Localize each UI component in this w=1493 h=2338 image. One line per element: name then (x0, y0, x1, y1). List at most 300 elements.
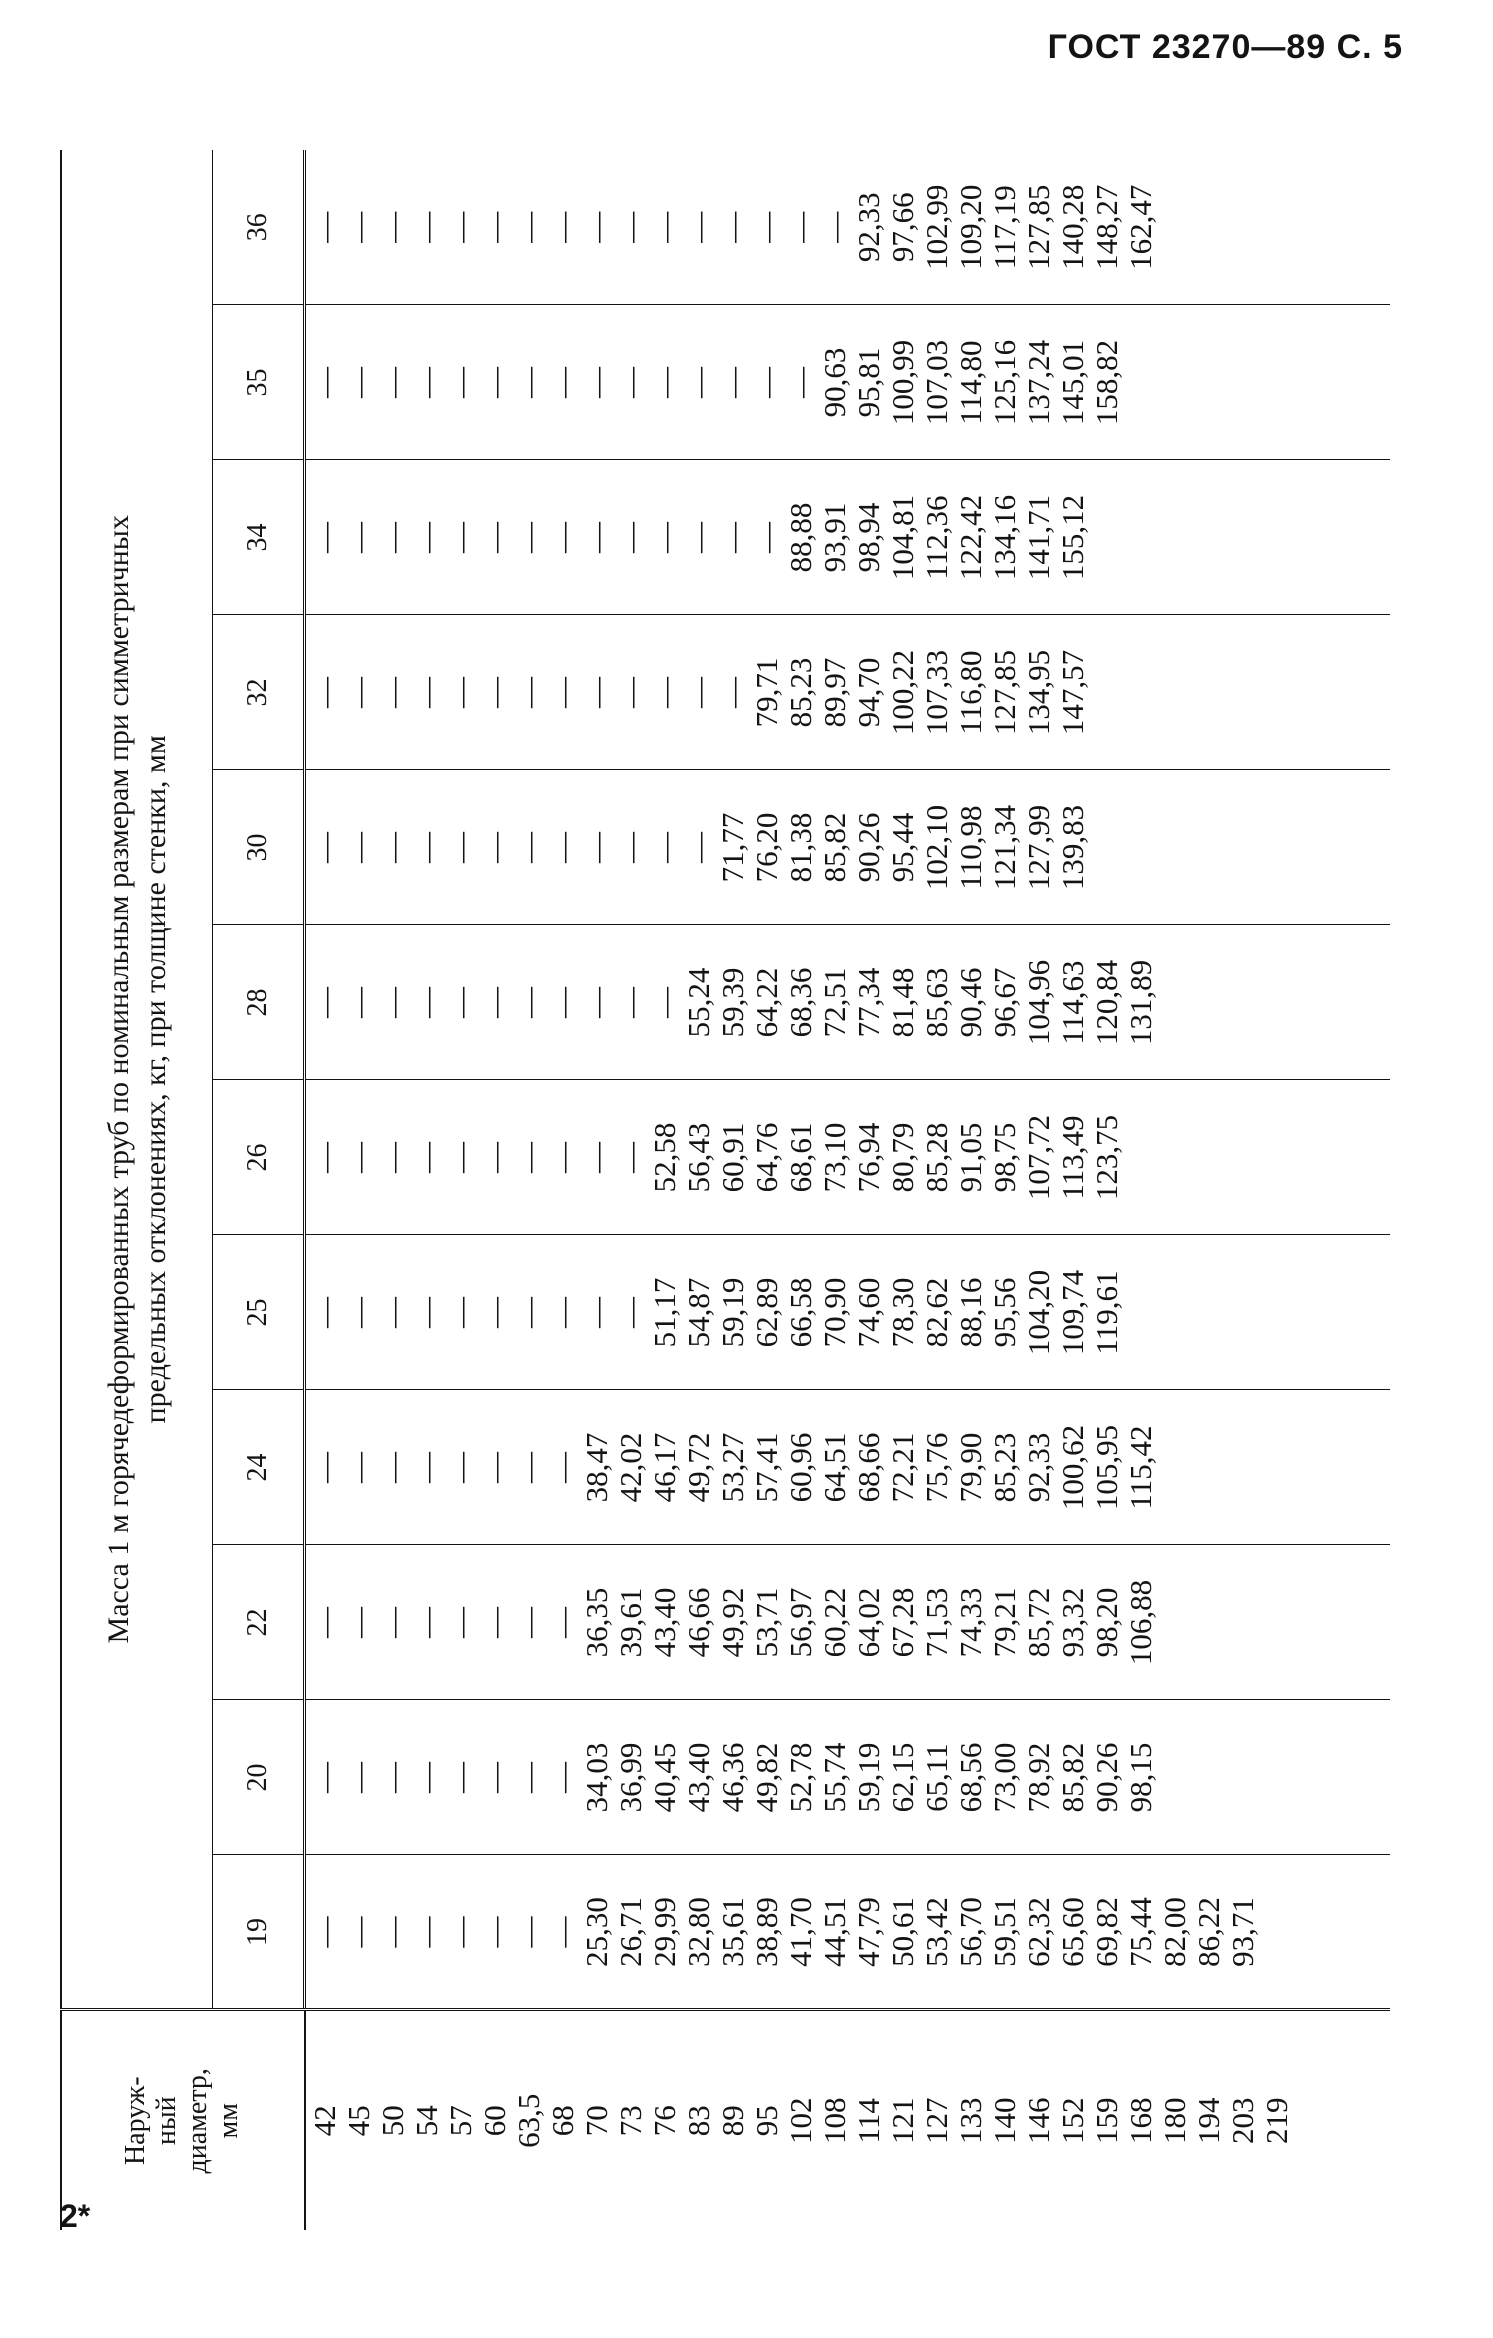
mass-value: 116,80 (953, 650, 988, 735)
mass-value: — (579, 367, 614, 398)
mass-value: — (477, 211, 512, 243)
mass-value: 34,03 (579, 1742, 614, 1813)
mass-column (305, 1390, 1391, 1545)
mass-value: — (409, 1762, 444, 1793)
mass-column (305, 770, 1391, 925)
mass-value (1260, 1546, 1294, 1700)
mass-value: 123,75 (1089, 1114, 1124, 1201)
mass-value: 52,58 (647, 1122, 682, 1193)
mass-value: 100,22 (885, 649, 920, 736)
mass-value: 88,88 (783, 502, 818, 573)
mass-value: 127,99 (1021, 804, 1056, 891)
mass-value: — (375, 1142, 410, 1173)
mass-value: 73,00 (987, 1742, 1022, 1813)
wall-thickness-header: 32 (213, 615, 305, 770)
mass-value: — (613, 522, 648, 553)
mass-value (1226, 616, 1260, 770)
mass-value: 102,99 (919, 184, 954, 270)
diameter-header-line: диаметр, (181, 2068, 213, 2174)
diameter-value: 70 (578, 2105, 614, 2137)
mass-value: — (545, 1762, 580, 1793)
mass-value: 49,92 (715, 1587, 750, 1658)
mass-value: 50,61 (885, 1897, 920, 1967)
mass-value: — (545, 211, 580, 243)
mass-value: — (545, 1916, 580, 1948)
mass-value (1158, 771, 1192, 925)
mass-value: 76,20 (749, 812, 784, 883)
mass-value: — (613, 367, 648, 398)
mass-value: 76,94 (851, 1122, 886, 1193)
mass-value: — (307, 1297, 342, 1328)
mass-value: 107,03 (919, 339, 954, 426)
mass-value (1158, 1236, 1192, 1390)
mass-value (1260, 1081, 1294, 1235)
mass-value: — (511, 211, 546, 243)
mass-value: 95,81 (851, 347, 886, 418)
mass-value: 64,22 (749, 967, 784, 1038)
diameter-value: 121 (884, 2097, 920, 2144)
mass-value: — (409, 1142, 444, 1173)
mass-value: 104,96 (1021, 959, 1056, 1046)
mass-value: — (341, 1297, 376, 1328)
mass-value (1158, 1546, 1192, 1700)
mass-value: 36,99 (613, 1742, 648, 1813)
diameter-column (305, 2010, 1391, 2230)
mass-value (1260, 1701, 1294, 1855)
mass-value: 109,74 (1055, 1269, 1090, 1356)
mass-value: 100,62 (1055, 1424, 1090, 1511)
mass-value: 98,75 (987, 1122, 1022, 1193)
mass-value: 64,02 (851, 1587, 886, 1658)
mass-value: 131,89 (1123, 959, 1158, 1046)
mass-value: 25,30 (579, 1897, 614, 1967)
diameter-value: 152 (1054, 2097, 1090, 2144)
mass-value (1226, 150, 1260, 305)
mass-value: 94,70 (851, 657, 886, 728)
mass-value: 106,88 (1123, 1579, 1158, 1666)
mass-value (1158, 1391, 1192, 1545)
mass-value: — (681, 677, 716, 708)
diameter-value: 68 (544, 2105, 580, 2137)
mass-value: — (443, 1607, 478, 1638)
diameter-value: 83 (680, 2105, 716, 2137)
mass-column (305, 1235, 1391, 1390)
mass-value: — (375, 522, 410, 553)
mass-column (305, 1700, 1391, 1855)
mass-value: — (477, 1762, 512, 1793)
mass-value (1226, 771, 1260, 925)
mass-value: 127,85 (987, 649, 1022, 736)
mass-value: — (409, 1916, 444, 1948)
wall-thickness-header: 24 (213, 1390, 305, 1545)
mass-value: — (409, 1607, 444, 1638)
mass-value: 46,66 (681, 1587, 716, 1658)
mass-value: — (341, 1916, 376, 1948)
mass-value: — (375, 1762, 410, 1793)
mass-value: — (477, 367, 512, 398)
mass-value: — (579, 677, 614, 708)
mass-value: 71,77 (715, 812, 750, 883)
mass-value (1158, 306, 1192, 460)
mass-value: — (307, 1762, 342, 1793)
mass-value: — (409, 677, 444, 708)
mass-value: — (307, 1452, 342, 1483)
mass-value: 90,46 (953, 967, 988, 1038)
diameter-value: 194 (1190, 2097, 1226, 2144)
mass-value: — (341, 1142, 376, 1173)
mass-value: 95,44 (885, 812, 920, 883)
mass-value: — (477, 677, 512, 708)
mass-value: 141,71 (1021, 494, 1056, 581)
mass-value: — (511, 1607, 546, 1638)
mass-column (305, 150, 1391, 305)
mass-value: — (511, 367, 546, 398)
mass-value: 93,91 (817, 502, 852, 573)
mass-value (1192, 306, 1226, 460)
mass-value: — (409, 522, 444, 553)
mass-value: — (477, 1916, 512, 1948)
mass-value: 82,00 (1157, 1897, 1192, 1967)
mass-value: — (613, 677, 648, 708)
mass-value: 158,82 (1089, 339, 1124, 426)
mass-value: 74,33 (953, 1587, 988, 1658)
mass-value (1192, 771, 1226, 925)
mass-value (1124, 616, 1158, 770)
mass-value: — (545, 1142, 580, 1173)
mass-value: — (647, 211, 682, 243)
mass-value: 81,48 (885, 967, 920, 1038)
mass-value: — (307, 367, 342, 398)
mass-value (1158, 1701, 1192, 1855)
mass-value: 42,02 (613, 1432, 648, 1503)
mass-value: 49,82 (749, 1742, 784, 1813)
mass-value: 119,61 (1089, 1270, 1124, 1355)
mass-value: 56,97 (783, 1587, 818, 1658)
mass-value (1192, 1701, 1226, 1855)
diameter-value: 95 (748, 2105, 784, 2137)
mass-value: — (375, 987, 410, 1018)
mass-value (1192, 1391, 1226, 1545)
mass-value (1260, 616, 1294, 770)
diameter-value: 127 (918, 2097, 954, 2144)
mass-value: — (443, 522, 478, 553)
mass-value: — (477, 1142, 512, 1173)
mass-value: 107,33 (919, 649, 954, 736)
wall-thickness-header: 28 (213, 925, 305, 1080)
diameter-value: 63,5 (510, 2093, 546, 2148)
mass-value: — (817, 211, 852, 243)
mass-value: 72,21 (885, 1432, 920, 1503)
mass-value: 98,94 (851, 502, 886, 573)
mass-value: 85,63 (919, 967, 954, 1038)
mass-value: — (511, 1452, 546, 1483)
rotated-table-wrapper (60, 150, 1390, 2230)
mass-value: 75,44 (1123, 1897, 1158, 1967)
mass-value: 104,81 (885, 494, 920, 581)
mass-value: 53,42 (919, 1897, 954, 1967)
mass-value: 155,12 (1055, 494, 1090, 581)
mass-column (305, 1080, 1391, 1235)
mass-value: 109,20 (953, 184, 988, 270)
mass-value: — (375, 832, 410, 863)
mass-value: 127,85 (1021, 184, 1056, 270)
mass-value: — (375, 1452, 410, 1483)
diameter-value: 60 (476, 2105, 512, 2137)
mass-value: 32,80 (681, 1897, 716, 1967)
mass-value: — (307, 522, 342, 553)
mass-value: — (545, 987, 580, 1018)
mass-value: 105,95 (1089, 1424, 1124, 1511)
mass-value: — (511, 677, 546, 708)
mass-value: 55,74 (817, 1742, 852, 1813)
mass-value: 85,72 (1021, 1587, 1056, 1658)
mass-value: — (511, 1142, 546, 1173)
mass-value: 92,33 (851, 192, 886, 263)
mass-value: — (443, 367, 478, 398)
diameter-header (61, 2010, 305, 2230)
mass-value: — (375, 367, 410, 398)
mass-value: — (681, 211, 716, 243)
mass-value: — (443, 211, 478, 243)
mass-value: — (613, 1142, 648, 1173)
mass-value: — (341, 1452, 376, 1483)
mass-value: — (341, 522, 376, 553)
mass-value: 62,15 (885, 1742, 920, 1813)
mass-value: 51,17 (647, 1277, 682, 1348)
mass-value: 52,78 (783, 1742, 818, 1813)
wall-thickness-header: 35 (213, 305, 305, 460)
mass-value: 115,42 (1123, 1425, 1158, 1510)
mass-value: 62,32 (1021, 1897, 1056, 1967)
mass-value (1192, 1081, 1226, 1235)
mass-column (305, 615, 1391, 770)
mass-value (1260, 461, 1294, 615)
mass-value: — (375, 1607, 410, 1638)
table-title-line: предельных отклонениях, кг, при толщине стенки, мм (139, 735, 172, 1424)
mass-value (1226, 461, 1260, 615)
mass-value: 96,67 (987, 967, 1022, 1038)
mass-value: — (511, 832, 546, 863)
mass-value: — (511, 987, 546, 1018)
mass-value: — (579, 1142, 614, 1173)
mass-value: 59,19 (715, 1277, 750, 1348)
mass-value: — (375, 1916, 410, 1948)
page-signature-mark: 2* (60, 2198, 91, 2234)
mass-value: 79,21 (987, 1587, 1022, 1658)
mass-value: 60,96 (783, 1432, 818, 1503)
mass-value (1226, 1391, 1260, 1545)
mass-value: — (375, 677, 410, 708)
mass-value: 73,10 (817, 1122, 852, 1193)
mass-value: — (647, 367, 682, 398)
mass-value: — (477, 1297, 512, 1328)
mass-value: 77,34 (851, 967, 886, 1038)
mass-column (305, 1855, 1391, 2010)
wall-thickness-header: 25 (213, 1235, 305, 1390)
mass-column (305, 1545, 1391, 1700)
mass-value (1226, 1236, 1260, 1390)
mass-value (1260, 771, 1294, 925)
mass-value: 75,76 (919, 1432, 954, 1503)
mass-value: 100,99 (885, 339, 920, 426)
mass-column (305, 305, 1391, 460)
mass-column (305, 925, 1391, 1080)
mass-value: — (545, 677, 580, 708)
mass-value: — (443, 1297, 478, 1328)
diameter-value: 159 (1088, 2097, 1124, 2144)
mass-value (1192, 616, 1226, 770)
mass-value (1124, 461, 1158, 615)
mass-value (1226, 306, 1260, 460)
mass-column (305, 460, 1391, 615)
mass-value: 59,19 (851, 1742, 886, 1813)
mass-value: 56,70 (953, 1897, 988, 1967)
mass-value: — (409, 367, 444, 398)
mass-value: — (511, 1916, 546, 1948)
mass-value: 110,98 (953, 805, 988, 890)
mass-value: 85,23 (987, 1432, 1022, 1503)
mass-value (1090, 461, 1124, 615)
mass-value: 91,05 (953, 1122, 988, 1193)
mass-value (1260, 926, 1294, 1080)
mass-value: 49,72 (681, 1432, 716, 1503)
mass-value: 125,16 (987, 339, 1022, 426)
mass-value: 53,27 (715, 1432, 750, 1503)
mass-value: 55,24 (681, 967, 716, 1038)
mass-value: 134,16 (987, 494, 1022, 581)
mass-value: 85,23 (783, 657, 818, 728)
wall-thickness-header: 20 (213, 1700, 305, 1855)
mass-value (1260, 150, 1294, 305)
diameter-value: 168 (1122, 2097, 1158, 2144)
diameter-value: 146 (1020, 2097, 1056, 2144)
mass-value: 79,90 (953, 1432, 988, 1503)
mass-value: 62,89 (749, 1277, 784, 1348)
mass-value: — (409, 211, 444, 243)
mass-value: — (409, 1452, 444, 1483)
mass-value: 104,20 (1021, 1269, 1056, 1356)
wall-thickness-header: 30 (213, 770, 305, 925)
mass-value: — (749, 211, 784, 243)
mass-value: 85,82 (1055, 1742, 1090, 1813)
mass-value: — (749, 367, 784, 398)
mass-value: 44,51 (817, 1897, 852, 1967)
mass-value: 64,51 (817, 1432, 852, 1503)
mass-value: 90,63 (817, 347, 852, 418)
mass-value: 47,79 (851, 1897, 886, 1967)
mass-value (1090, 771, 1124, 925)
mass-value: 85,28 (919, 1122, 954, 1193)
diameter-value: 50 (374, 2105, 410, 2137)
wall-thickness-header: 26 (213, 1080, 305, 1235)
diameter-value: 89 (714, 2105, 750, 2137)
diameter-value: 133 (952, 2097, 988, 2144)
mass-value: 117,19 (987, 185, 1022, 270)
mass-value: — (545, 1297, 580, 1328)
diameter-value: 42 (306, 2105, 342, 2137)
mass-value: 145,01 (1055, 339, 1090, 426)
mass-value: 85,82 (817, 812, 852, 883)
mass-value: — (341, 367, 376, 398)
mass-value (1226, 1081, 1260, 1235)
mass-value: 59,51 (987, 1897, 1022, 1967)
mass-value (1260, 306, 1294, 460)
mass-value: 80,79 (885, 1122, 920, 1193)
mass-value: — (307, 987, 342, 1018)
mass-value: 67,28 (885, 1587, 920, 1658)
mass-value: — (307, 1916, 342, 1948)
mass-value: 60,91 (715, 1122, 750, 1193)
diameter-value: 180 (1156, 2097, 1192, 2144)
mass-value: 147,57 (1055, 649, 1090, 736)
mass-value: 68,61 (783, 1122, 818, 1193)
mass-value: 60,22 (817, 1587, 852, 1658)
mass-value: 59,39 (715, 967, 750, 1038)
mass-value: — (409, 987, 444, 1018)
mass-value (1124, 306, 1158, 460)
mass-value: — (409, 832, 444, 863)
mass-value: — (307, 832, 342, 863)
mass-value (1192, 1236, 1226, 1390)
mass-value: 68,36 (783, 967, 818, 1038)
mass-value: 46,17 (647, 1432, 682, 1503)
mass-value: — (647, 987, 682, 1018)
mass-value: — (511, 522, 546, 553)
mass-value: — (715, 367, 750, 398)
mass-value: 82,62 (919, 1277, 954, 1348)
mass-value: 66,58 (783, 1277, 818, 1348)
mass-value: — (477, 832, 512, 863)
mass-value: 38,47 (579, 1432, 614, 1503)
mass-value: 35,61 (715, 1897, 750, 1967)
mass-value: — (613, 211, 648, 243)
diameter-value: 57 (442, 2105, 478, 2137)
table-title-line: Масса 1 м горячедеформированных труб по номинальным размерам при симметричных (101, 515, 135, 1644)
mass-value: — (681, 367, 716, 398)
wall-thickness-header: 22 (213, 1545, 305, 1700)
mass-value: — (443, 987, 478, 1018)
wall-thickness-header: 19 (213, 1855, 305, 2010)
diameter-value: 102 (782, 2097, 818, 2144)
mass-value: — (307, 211, 342, 243)
mass-value: — (511, 1297, 546, 1328)
mass-value (1158, 926, 1192, 1080)
mass-value: 95,56 (987, 1277, 1022, 1348)
mass-value: 112,36 (919, 495, 954, 580)
mass-value: 57,41 (749, 1432, 784, 1503)
mass-value (1260, 1236, 1294, 1390)
diameter-value: 140 (986, 2097, 1022, 2144)
mass-value (1260, 1856, 1294, 2009)
mass-value (1192, 1546, 1226, 1700)
mass-value: 148,27 (1089, 184, 1124, 270)
mass-value: 113,49 (1055, 1115, 1090, 1200)
mass-value: — (579, 522, 614, 553)
mass-value: 134,95 (1021, 649, 1056, 736)
mass-value: 65,11 (919, 1743, 954, 1812)
diameter-value: 108 (816, 2097, 852, 2144)
wall-thickness-header: 34 (213, 460, 305, 615)
mass-value: — (409, 1297, 444, 1328)
diameter-value: 54 (408, 2105, 444, 2137)
mass-value: 114,80 (953, 340, 988, 425)
mass-value (1158, 461, 1192, 615)
mass-value: 26,71 (613, 1897, 648, 1967)
mass-value: 70,90 (817, 1277, 852, 1348)
mass-value: 88,16 (953, 1277, 988, 1348)
mass-value: 78,92 (1021, 1742, 1056, 1813)
mass-value: — (545, 1607, 580, 1638)
